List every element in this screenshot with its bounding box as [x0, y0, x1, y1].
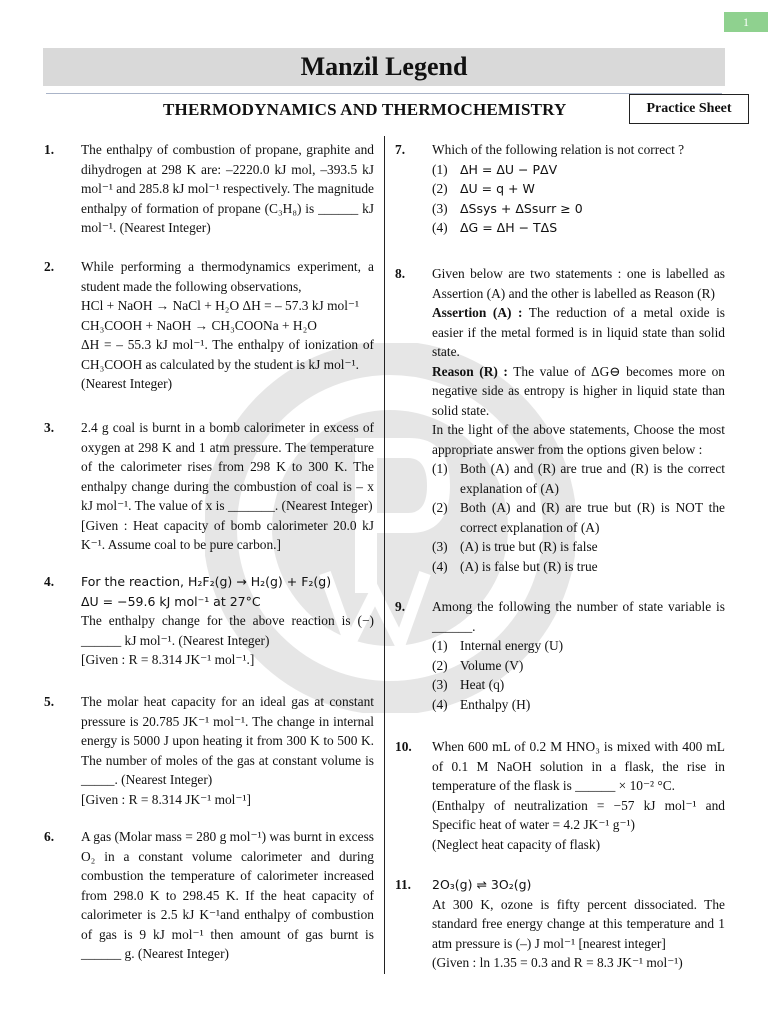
option-3: (3) Heat (q) [432, 677, 505, 692]
assertion-label: Assertion (A) : [432, 305, 523, 320]
equation-line: For the reaction, H₂F₂(g) → H₂(g) + F₂(g) [81, 574, 332, 589]
page-title: Manzil Legend [43, 48, 725, 86]
option-2: (2) Volume (V) [432, 657, 524, 673]
question-number: 1. [44, 142, 55, 157]
question-number: 3. [44, 420, 55, 435]
option-4: (4) Enthalpy (H) [432, 696, 531, 712]
header-rule [46, 93, 722, 94]
question-number: 11. [395, 877, 411, 892]
option-3: (3) (A) is true but (R) is false [432, 539, 598, 554]
question-text: While performing a thermodynamics experiment, a student made the following observations, [81, 259, 374, 294]
question-given: (Enthalpy of neutralization = −57 kJ mol⁻¹ and Specific heat of water = 4.2 JK⁻¹ g⁻¹) [432, 797, 725, 832]
question-text: A gas (Molar mass = 280 g mol⁻¹) was burnt in excess O₂ in a constant volume calorimeter and during combustion the temperature of calorimeter increased from 298.0 K to 298.45 K. If the heat capacity of calorimeter is 2.5 kJ K⁻¹and enthalpy of combustion of gas is 9 kJ mol⁻¹ then amount of gas burnt is ______ g. (Nearest Integer) [81, 829, 374, 961]
instruction: In the light of the above statements, Choose the most appropriate answer from the options given below : [432, 422, 725, 457]
option-2: (2) Both (A) and (R) are true but (R) is NOT the correct explanation of (A) [432, 500, 725, 535]
question-text: At 300 K, ozone is fifty percent dissociated. The standard free energy change at this temperature and 1 atm pressure is (–) J mol⁻¹ [nearest integer] [432, 896, 725, 951]
assertion [432, 303, 725, 362]
option-1: (1) Internal energy (U) [432, 638, 564, 653]
question-note: (Nearest Integer) [81, 376, 173, 391]
question-number: 7. [395, 142, 406, 157]
question-number: 2. [44, 259, 55, 274]
question-text: The molar heat capacity for an ideal gas at constant pressure is 20.785 JK⁻¹ mol⁻¹. The change in internal energy is 5000 J upon heating it from 300 K to 500 K. The number of moles of the gas at constant volume is _____. (Nearest Integer) [81, 694, 374, 787]
question-text: Among the following the number of state variable is ______. [432, 599, 725, 634]
assertion-text: The reduction of a metal oxide is easier if the metal formed is in liquid state than solid state. [432, 305, 726, 359]
question-number: 9. [395, 599, 406, 614]
equation-line: HCl + NaOH → NaCl + H₂O ΔH = – 57.3 kJ mol⁻¹ [81, 298, 359, 313]
practice-sheet-badge: Practice Sheet [629, 94, 749, 124]
question-text: When 600 mL of 0.2 M HNO₃ is mixed with 400 mL of 0.1 M NaOH solution in a flask, the rise in temperature of the flask is ______ × 10⁻² °C. [432, 739, 725, 793]
option-1: (1) ΔH = ΔU − PΔV [432, 161, 558, 177]
reason-label: Reason (R) : [432, 363, 508, 379]
option-1: (1) Both (A) and (R) are true and (R) is the correct explanation of (A) [432, 461, 725, 496]
equation-line: 2O₃(g) ⇌ 3O₂(g) [432, 877, 532, 892]
question-text: ΔH = – 55.3 kJ mol⁻¹. The enthalpy of ionization of CH₃COOH as calculated by the student is kJ mol⁻¹. [81, 337, 374, 372]
option-4: (4) ΔG = ΔH − TΔS [432, 220, 558, 235]
question-given: (Given : ln 1.35 = 0.3 and R = 8.3 JK⁻¹ mol⁻¹) [432, 955, 683, 970]
question-text: Given below are two statements : one is labelled as Assertion (A) and the other is labelled as Reason (R) [432, 266, 725, 301]
column-divider [384, 136, 385, 974]
section-title: THERMODYNAMICS AND THERMOCHEMISTRY [163, 100, 567, 119]
question-text: The enthalpy change for the above reaction is (−) ______ kJ mol⁻¹. (Nearest Integer) [81, 613, 374, 648]
question-given: [Given : R = 8.314 JK⁻¹ mol⁻¹.] [81, 652, 255, 667]
option-4: (4) (A) is false but (R) is true [432, 558, 598, 574]
option-2: (2) ΔU = q + W [432, 181, 535, 196]
equation-line: ΔU = −59.6 kJ mol⁻¹ at 27°C [81, 593, 261, 609]
question-number: 4. [44, 574, 55, 589]
question-text: Which of the following relation is not correct ? [432, 142, 685, 157]
question-number: 10. [395, 739, 412, 754]
reason-text: The value of ΔG⊖ becomes more on negative side as entropy is higher in liquid state than solid state. [432, 363, 726, 418]
question-given: [Given : Heat capacity of bomb calorimeter 20.0 kJ K⁻¹. Assume coal to be pure carbon.] [81, 517, 374, 552]
question-text: 2.4 g coal is burnt in a bomb calorimeter in excess of oxygen at 298 K and 1 atm pressure. The temperature of the calorimeter rises from 298 K to 300 K. The enthalpy change during the combustion of coal is – x kJ mol⁻¹. The value of x is _______. (Nearest Integer) [81, 420, 374, 513]
option-3: (3) ΔSsys + ΔSsurr ≥ 0 [432, 200, 583, 216]
reason [432, 362, 725, 421]
question-number: 6. [44, 829, 55, 844]
question-number: 5. [44, 694, 55, 709]
equation-line: CH₃COOH + NaOH → CH₃COONa + H₂O [81, 317, 317, 333]
question-given: [Given : R = 8.314 JK⁻¹ mol⁻¹] [81, 791, 251, 807]
question-note: (Neglect heat capacity of flask) [432, 836, 601, 852]
page-number: 1 [724, 12, 768, 32]
question-number: 8. [395, 266, 406, 281]
question-text: The enthalpy of combustion of propane, graphite and dihydrogen at 298 K are: –2220.0 kJ mol, –393.5 kJ mol⁻¹ and 285.8 kJ mol⁻¹ respectively. The magnitude enthalpy of formation of propane (C₃H₈) is ______ kJ mol⁻¹. (Nearest Integer) [81, 142, 374, 235]
